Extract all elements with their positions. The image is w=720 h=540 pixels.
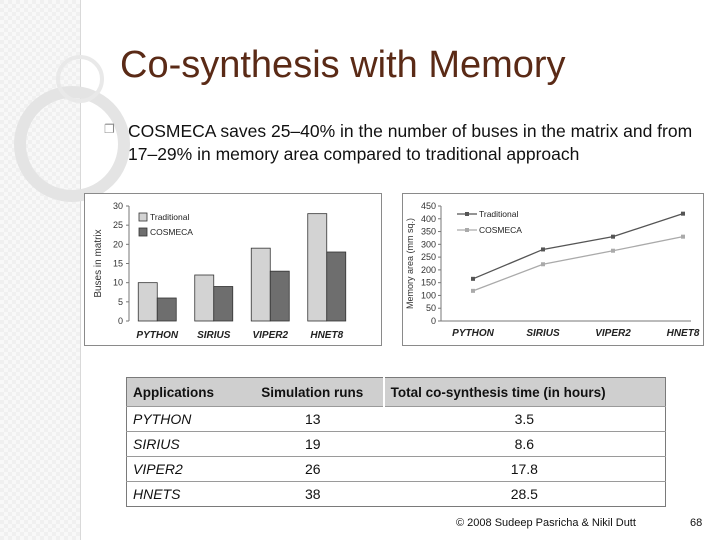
- line-series-traditional: [473, 214, 683, 279]
- y-tick-label: 50: [425, 303, 436, 314]
- y-tick-label: 0: [430, 316, 436, 326]
- cell-simulation-runs: 13: [242, 407, 384, 432]
- x-tick-label: VIPER2: [595, 328, 631, 339]
- y-tick-label: 250: [420, 252, 436, 263]
- bar-chart: [85, 194, 381, 345]
- legend-label: Traditional: [479, 209, 519, 219]
- decorative-ring: [14, 86, 130, 202]
- y-tick-label: 450: [420, 201, 436, 211]
- x-tick-label: PYTHON: [452, 328, 494, 339]
- cell-total-time: 3.5: [384, 407, 666, 432]
- line-point-traditional: [681, 212, 685, 216]
- bar-traditional-python: [138, 283, 157, 321]
- slide-title: Co-synthesis with Memory: [120, 44, 566, 86]
- bar-chart-frame: [84, 193, 382, 346]
- y-tick-label: 350: [420, 226, 436, 237]
- cell-total-time: 28.5: [384, 482, 666, 507]
- line-point-traditional: [541, 247, 545, 251]
- header-applications: Applications: [127, 378, 242, 407]
- bar-traditional-sirius: [195, 275, 214, 321]
- y-tick-label: 10: [112, 277, 123, 288]
- cell-application: PYTHON: [127, 407, 242, 432]
- y-tick-label: 400: [420, 213, 436, 224]
- x-tick-label: HNET8: [310, 330, 344, 341]
- line-point-cosmeca: [471, 289, 475, 293]
- legend-marker-cosmeca: [465, 228, 469, 232]
- legend-label: COSMECA: [150, 227, 193, 237]
- table-row: [127, 407, 666, 432]
- y-tick-label: 5: [117, 296, 123, 307]
- legend-swatch-cosmeca: [139, 228, 147, 236]
- y-axis-title: Memory area (mm sq.): [405, 217, 415, 310]
- table-row: [127, 457, 666, 482]
- bar-traditional-hnet8: [308, 214, 327, 321]
- header-total-time: Total co-synthesis time (in hours): [384, 378, 666, 407]
- y-axis-title: Buses in matrix: [93, 229, 104, 298]
- header-simulation-runs: Simulation runs: [242, 378, 384, 407]
- line-point-cosmeca: [541, 262, 545, 266]
- cell-simulation-runs: 38: [242, 482, 384, 507]
- cell-simulation-runs: 19: [242, 432, 384, 457]
- x-tick-label: SIRIUS: [526, 328, 560, 339]
- bar-cosmeca-python: [157, 298, 176, 321]
- footer-copyright: © 2008 Sudeep Pasricha & Nikil Dutt: [456, 517, 636, 529]
- y-tick-label: 30: [112, 201, 123, 211]
- cell-application: SIRIUS: [127, 432, 242, 457]
- x-tick-label: PYTHON: [136, 330, 179, 341]
- table-row: [127, 432, 666, 457]
- line-point-traditional: [471, 277, 475, 281]
- cell-total-time: 17.8: [384, 457, 666, 482]
- y-tick-label: 100: [420, 290, 436, 301]
- bar-cosmeca-hnet8: [327, 252, 346, 321]
- legend-marker-traditional: [465, 212, 469, 216]
- page-number: 68: [690, 517, 703, 529]
- line-point-cosmeca: [681, 235, 685, 239]
- x-tick-label: VIPER2: [252, 330, 289, 341]
- y-tick-label: 200: [420, 264, 436, 275]
- decorative-ring-small: [56, 55, 104, 103]
- y-tick-label: 300: [420, 239, 436, 250]
- bullet-text: COSMECA saves 25–40% in the number of buses in the matrix and from 17–29% in memory area compared to traditional approach: [128, 121, 693, 164]
- table-header-row: [127, 378, 666, 407]
- x-tick-label: HNET8: [666, 328, 700, 339]
- cell-simulation-runs: 26: [242, 457, 384, 482]
- cell-application: VIPER2: [127, 457, 242, 482]
- co-synthesis-table: [126, 377, 666, 507]
- line-chart-frame: [402, 193, 704, 346]
- bar-traditional-viper2: [251, 248, 270, 321]
- table-row: [127, 482, 666, 507]
- y-tick-label: 15: [112, 258, 123, 269]
- y-tick-label: 20: [112, 239, 123, 250]
- legend-label: COSMECA: [479, 225, 522, 235]
- y-tick-label: 25: [112, 220, 123, 231]
- line-point-traditional: [611, 235, 615, 239]
- cell-total-time: 8.6: [384, 432, 666, 457]
- line-series-cosmeca: [473, 237, 683, 291]
- bar-cosmeca-sirius: [214, 287, 233, 322]
- x-tick-label: SIRIUS: [197, 330, 231, 341]
- legend-swatch-traditional: [139, 213, 147, 221]
- line-point-cosmeca: [611, 249, 615, 253]
- cell-application: HNETS: [127, 482, 242, 507]
- y-tick-label: 0: [117, 316, 123, 326]
- bar-cosmeca-viper2: [270, 271, 289, 321]
- line-chart: [403, 194, 703, 345]
- legend-label: Traditional: [150, 212, 190, 222]
- y-tick-label: 150: [420, 277, 436, 288]
- bullet-icon: ❐: [104, 122, 115, 136]
